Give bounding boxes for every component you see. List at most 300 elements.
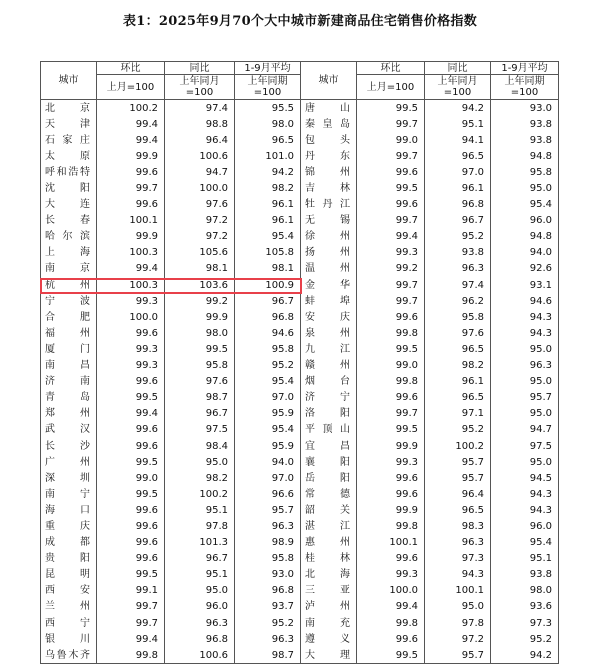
city-cell-2: 扬 州 xyxy=(301,245,357,261)
avg-cell-2: 98.0 xyxy=(491,583,559,599)
city-cell-2: 包 头 xyxy=(301,132,357,148)
city-cell: 南 京 xyxy=(41,261,97,277)
mom-cell: 99.6 xyxy=(97,197,165,213)
avg-cell: 95.4 xyxy=(235,422,301,438)
yoy-cell-2: 100.1 xyxy=(425,583,491,599)
avg-cell: 95.2 xyxy=(235,615,301,631)
table-row xyxy=(41,615,559,631)
avg-cell-2: 93.1 xyxy=(491,277,559,293)
avg-cell: 95.4 xyxy=(235,229,301,245)
avg-cell: 97.0 xyxy=(235,390,301,406)
table-row xyxy=(41,277,559,293)
yoy-cell-2: 96.5 xyxy=(425,341,491,357)
mom-cell-2: 99.8 xyxy=(357,518,425,534)
mom-cell-2: 99.8 xyxy=(357,615,425,631)
avg-cell-2: 94.8 xyxy=(491,148,559,164)
avg-cell: 101.0 xyxy=(235,148,301,164)
yoy-cell-2: 94.2 xyxy=(425,100,491,117)
yoy-cell: 105.6 xyxy=(165,245,235,261)
yoy-cell-2: 96.5 xyxy=(425,390,491,406)
mom-cell-2: 100.0 xyxy=(357,583,425,599)
city-cell-2: 北 海 xyxy=(301,567,357,583)
city-cell: 呼和浩特 xyxy=(41,164,97,180)
table-row xyxy=(41,390,559,406)
yoy-cell-2: 96.1 xyxy=(425,180,491,196)
yoy-cell-2: 97.1 xyxy=(425,406,491,422)
yoy-cell: 101.3 xyxy=(165,535,235,551)
city-cell-2: 温 州 xyxy=(301,261,357,277)
city-cell: 西 宁 xyxy=(41,615,97,631)
yoy-cell-2: 96.4 xyxy=(425,486,491,502)
avg-cell: 95.9 xyxy=(235,438,301,454)
table-row xyxy=(41,180,559,196)
mom-cell: 99.5 xyxy=(97,567,165,583)
avg-cell: 95.2 xyxy=(235,358,301,374)
header-yoy-sub-2-line2: =100 xyxy=(443,87,472,98)
mom-cell-2: 99.0 xyxy=(357,358,425,374)
mom-cell: 99.6 xyxy=(97,438,165,454)
mom-cell: 99.6 xyxy=(97,325,165,341)
mom-cell: 99.4 xyxy=(97,132,165,148)
header-yoy-sub-line2: =100 xyxy=(185,87,214,98)
table-row xyxy=(41,100,559,117)
header-city: 城市 xyxy=(41,62,97,100)
yoy-cell: 98.7 xyxy=(165,390,235,406)
avg-cell-2: 93.0 xyxy=(491,100,559,117)
city-cell-2: 秦皇岛 xyxy=(301,116,357,132)
yoy-cell: 98.8 xyxy=(165,116,235,132)
avg-cell-2: 96.3 xyxy=(491,358,559,374)
avg-cell: 98.0 xyxy=(235,116,301,132)
yoy-cell-2: 97.0 xyxy=(425,164,491,180)
avg-cell: 105.8 xyxy=(235,245,301,261)
avg-cell-2: 94.8 xyxy=(491,229,559,245)
yoy-cell: 98.1 xyxy=(165,261,235,277)
table-row xyxy=(41,213,559,229)
yoy-cell: 97.6 xyxy=(165,197,235,213)
city-cell: 西 安 xyxy=(41,583,97,599)
avg-cell: 95.7 xyxy=(235,502,301,518)
table-row xyxy=(41,454,559,470)
yoy-cell: 97.2 xyxy=(165,229,235,245)
table-row xyxy=(41,245,559,261)
yoy-cell-2: 96.8 xyxy=(425,197,491,213)
header-avg-sub-2 xyxy=(491,75,559,100)
city-cell-2: 遵 义 xyxy=(301,631,357,647)
mom-cell: 100.1 xyxy=(97,213,165,229)
header-avg-sub xyxy=(235,75,301,100)
table-row xyxy=(41,358,559,374)
table-row xyxy=(41,197,559,213)
yoy-cell-2: 98.2 xyxy=(425,358,491,374)
avg-cell: 98.1 xyxy=(235,261,301,277)
avg-cell: 96.7 xyxy=(235,293,301,309)
mom-cell: 99.5 xyxy=(97,390,165,406)
avg-cell: 93.7 xyxy=(235,599,301,615)
mom-cell-2: 99.4 xyxy=(357,599,425,615)
mom-cell-2: 99.7 xyxy=(357,116,425,132)
city-cell: 长 沙 xyxy=(41,438,97,454)
city-cell: 合 肥 xyxy=(41,309,97,325)
yoy-cell-2: 96.5 xyxy=(425,148,491,164)
yoy-cell: 97.5 xyxy=(165,422,235,438)
yoy-cell: 96.3 xyxy=(165,615,235,631)
yoy-cell: 98.2 xyxy=(165,470,235,486)
avg-cell-2: 96.0 xyxy=(491,213,559,229)
city-cell: 沈 阳 xyxy=(41,180,97,196)
mom-cell-2: 99.3 xyxy=(357,245,425,261)
yoy-cell: 97.8 xyxy=(165,518,235,534)
city-cell-2: 济 宁 xyxy=(301,390,357,406)
table-row xyxy=(41,647,559,664)
avg-cell: 96.1 xyxy=(235,213,301,229)
yoy-cell: 99.5 xyxy=(165,341,235,357)
yoy-cell: 95.8 xyxy=(165,358,235,374)
avg-cell-2: 95.0 xyxy=(491,180,559,196)
table-row xyxy=(41,551,559,567)
mom-cell-2: 99.7 xyxy=(357,213,425,229)
city-cell: 南 昌 xyxy=(41,358,97,374)
city-cell-2: 岳 阳 xyxy=(301,470,357,486)
mom-cell-2: 99.6 xyxy=(357,197,425,213)
city-cell-2: 桂 林 xyxy=(301,551,357,567)
avg-cell-2: 94.6 xyxy=(491,293,559,309)
avg-cell: 98.9 xyxy=(235,535,301,551)
city-cell: 乌鲁木齐 xyxy=(41,647,97,664)
city-cell: 上 海 xyxy=(41,245,97,261)
yoy-cell: 100.0 xyxy=(165,180,235,196)
table-row xyxy=(41,502,559,518)
header-avg-sub-2-line1: 上年同期 xyxy=(504,76,545,87)
table-row xyxy=(41,599,559,615)
mom-cell-2: 99.9 xyxy=(357,502,425,518)
avg-cell-2: 95.0 xyxy=(491,454,559,470)
avg-cell: 95.8 xyxy=(235,341,301,357)
mom-cell: 99.4 xyxy=(97,261,165,277)
mom-cell-2: 100.1 xyxy=(357,535,425,551)
yoy-cell: 96.8 xyxy=(165,631,235,647)
mom-cell-2: 99.0 xyxy=(357,132,425,148)
mom-cell: 100.3 xyxy=(97,245,165,261)
yoy-cell-2: 96.1 xyxy=(425,374,491,390)
table-row xyxy=(41,518,559,534)
mom-cell-2: 99.5 xyxy=(357,180,425,196)
mom-cell-2: 99.5 xyxy=(357,647,425,664)
city-cell-2: 常 德 xyxy=(301,486,357,502)
city-cell-2: 锦 州 xyxy=(301,164,357,180)
mom-cell: 100.0 xyxy=(97,309,165,325)
mom-cell: 99.7 xyxy=(97,180,165,196)
city-cell-2: 丹 东 xyxy=(301,148,357,164)
yoy-cell: 99.2 xyxy=(165,293,235,309)
avg-cell-2: 93.6 xyxy=(491,599,559,615)
city-cell: 石家庄 xyxy=(41,132,97,148)
avg-cell-2: 93.8 xyxy=(491,567,559,583)
avg-cell: 95.5 xyxy=(235,100,301,117)
mom-cell-2: 99.9 xyxy=(357,438,425,454)
mom-cell-2: 99.3 xyxy=(357,454,425,470)
mom-cell-2: 99.5 xyxy=(357,422,425,438)
city-cell-2: 襄 阳 xyxy=(301,454,357,470)
avg-cell-2: 94.3 xyxy=(491,325,559,341)
mom-cell: 99.3 xyxy=(97,341,165,357)
city-cell: 海 口 xyxy=(41,502,97,518)
mom-cell-2: 99.6 xyxy=(357,309,425,325)
avg-cell: 94.0 xyxy=(235,454,301,470)
mom-cell: 100.3 xyxy=(97,277,165,293)
table-row xyxy=(41,422,559,438)
city-cell: 成 都 xyxy=(41,535,97,551)
city-cell-2: 三 亚 xyxy=(301,583,357,599)
yoy-cell-2: 97.6 xyxy=(425,325,491,341)
mom-cell-2: 99.6 xyxy=(357,164,425,180)
table-row xyxy=(41,309,559,325)
yoy-cell-2: 96.7 xyxy=(425,213,491,229)
mom-cell-2: 99.6 xyxy=(357,631,425,647)
city-cell-2: 唐 山 xyxy=(301,100,357,117)
header-yoy-sub-line1: 上年同月 xyxy=(179,76,220,87)
yoy-cell: 95.1 xyxy=(165,567,235,583)
avg-cell-2: 96.0 xyxy=(491,518,559,534)
header-yoy: 同比 xyxy=(165,62,235,75)
city-cell: 兰 州 xyxy=(41,599,97,615)
table-row xyxy=(41,164,559,180)
yoy-cell-2: 97.3 xyxy=(425,551,491,567)
table-row xyxy=(41,583,559,599)
city-cell-2: 无 锡 xyxy=(301,213,357,229)
city-cell-2: 平顶山 xyxy=(301,422,357,438)
mom-cell-2: 99.6 xyxy=(357,486,425,502)
yoy-cell: 98.0 xyxy=(165,325,235,341)
table-row xyxy=(41,325,559,341)
city-cell: 宁 波 xyxy=(41,293,97,309)
yoy-cell-2: 94.1 xyxy=(425,132,491,148)
mom-cell: 99.5 xyxy=(97,486,165,502)
city-cell-2: 安 庆 xyxy=(301,309,357,325)
city-cell-2: 大 理 xyxy=(301,647,357,664)
yoy-cell-2: 95.7 xyxy=(425,470,491,486)
yoy-cell: 95.0 xyxy=(165,454,235,470)
mom-cell: 99.6 xyxy=(97,551,165,567)
yoy-cell-2: 96.5 xyxy=(425,502,491,518)
mom-cell: 99.6 xyxy=(97,535,165,551)
mom-cell-2: 99.5 xyxy=(357,341,425,357)
table-row xyxy=(41,374,559,390)
city-cell: 长 春 xyxy=(41,213,97,229)
table-row xyxy=(41,406,559,422)
mom-cell-2: 99.6 xyxy=(357,551,425,567)
city-cell: 太 原 xyxy=(41,148,97,164)
avg-cell: 95.8 xyxy=(235,551,301,567)
mom-cell: 100.2 xyxy=(97,100,165,117)
avg-cell-2: 95.0 xyxy=(491,341,559,357)
yoy-cell-2: 95.7 xyxy=(425,647,491,664)
avg-cell-2: 97.3 xyxy=(491,615,559,631)
yoy-cell: 96.7 xyxy=(165,406,235,422)
city-cell-2: 洛 阳 xyxy=(301,406,357,422)
yoy-cell-2: 97.4 xyxy=(425,277,491,293)
city-cell: 郑 州 xyxy=(41,406,97,422)
yoy-cell-2: 100.2 xyxy=(425,438,491,454)
city-cell-2: 吉 林 xyxy=(301,180,357,196)
avg-cell-2: 94.0 xyxy=(491,245,559,261)
avg-cell: 96.3 xyxy=(235,518,301,534)
avg-cell: 96.1 xyxy=(235,197,301,213)
mom-cell-2: 99.2 xyxy=(357,261,425,277)
avg-cell: 96.6 xyxy=(235,486,301,502)
table-row xyxy=(41,116,559,132)
table-row xyxy=(41,567,559,583)
mom-cell: 99.1 xyxy=(97,583,165,599)
yoy-cell: 100.6 xyxy=(165,647,235,664)
table-row xyxy=(41,132,559,148)
city-cell-2: 烟 台 xyxy=(301,374,357,390)
header-yoy-sub-2-line1: 上年同月 xyxy=(437,76,478,87)
city-cell: 银 川 xyxy=(41,631,97,647)
avg-cell-2: 94.3 xyxy=(491,486,559,502)
yoy-cell: 96.4 xyxy=(165,132,235,148)
city-cell-2: 韶 关 xyxy=(301,502,357,518)
avg-cell-2: 97.5 xyxy=(491,438,559,454)
city-cell: 深 圳 xyxy=(41,470,97,486)
city-cell: 南 宁 xyxy=(41,486,97,502)
avg-cell: 96.3 xyxy=(235,631,301,647)
city-cell: 天 津 xyxy=(41,116,97,132)
city-cell: 贵 阳 xyxy=(41,551,97,567)
avg-cell-2: 95.8 xyxy=(491,164,559,180)
avg-cell-2: 94.3 xyxy=(491,309,559,325)
city-cell-2: 牡丹江 xyxy=(301,197,357,213)
city-cell: 福 州 xyxy=(41,325,97,341)
yoy-cell: 96.0 xyxy=(165,599,235,615)
mom-cell-2: 99.4 xyxy=(357,229,425,245)
yoy-cell: 95.0 xyxy=(165,583,235,599)
yoy-cell-2: 95.8 xyxy=(425,309,491,325)
avg-cell-2: 95.4 xyxy=(491,535,559,551)
avg-cell-2: 95.0 xyxy=(491,406,559,422)
table-row xyxy=(41,470,559,486)
mom-cell: 99.6 xyxy=(97,164,165,180)
mom-cell-2: 99.6 xyxy=(357,470,425,486)
mom-cell-2: 99.7 xyxy=(357,148,425,164)
yoy-cell: 97.2 xyxy=(165,213,235,229)
yoy-cell: 97.6 xyxy=(165,374,235,390)
table-body xyxy=(41,100,559,664)
yoy-cell: 100.2 xyxy=(165,486,235,502)
city-cell-2: 蚌 埠 xyxy=(301,293,357,309)
avg-cell-2: 95.1 xyxy=(491,551,559,567)
mom-cell: 99.6 xyxy=(97,374,165,390)
avg-cell: 93.0 xyxy=(235,567,301,583)
city-cell-2: 惠 州 xyxy=(301,535,357,551)
mom-cell-2: 99.8 xyxy=(357,325,425,341)
city-cell-2: 宜 昌 xyxy=(301,438,357,454)
mom-cell: 99.6 xyxy=(97,422,165,438)
mom-cell: 99.9 xyxy=(97,148,165,164)
city-cell-2: 徐 州 xyxy=(301,229,357,245)
price-index-table xyxy=(40,61,559,664)
table-row xyxy=(41,535,559,551)
table-row xyxy=(41,438,559,454)
avg-cell: 97.0 xyxy=(235,470,301,486)
avg-cell-2: 95.4 xyxy=(491,197,559,213)
avg-cell-2: 93.8 xyxy=(491,116,559,132)
mom-cell-2: 99.7 xyxy=(357,277,425,293)
yoy-cell-2: 94.3 xyxy=(425,567,491,583)
city-cell: 哈尔滨 xyxy=(41,229,97,245)
header-yoy-sub-2 xyxy=(425,75,491,100)
mom-cell: 99.3 xyxy=(97,358,165,374)
yoy-cell: 99.9 xyxy=(165,309,235,325)
yoy-cell: 100.6 xyxy=(165,148,235,164)
header-avg-2: 1-9月平均 xyxy=(491,62,559,75)
yoy-cell-2: 95.7 xyxy=(425,454,491,470)
header-mom-sub: 上月=100 xyxy=(97,75,165,100)
avg-cell: 96.8 xyxy=(235,309,301,325)
city-cell-2: 湛 江 xyxy=(301,518,357,534)
city-cell: 杭 州 xyxy=(41,277,97,293)
avg-cell-2: 94.2 xyxy=(491,647,559,664)
avg-cell: 100.9 xyxy=(235,277,301,293)
city-cell: 北 京 xyxy=(41,100,97,117)
header-avg: 1-9月平均 xyxy=(235,62,301,75)
avg-cell: 95.4 xyxy=(235,374,301,390)
yoy-cell-2: 95.2 xyxy=(425,229,491,245)
avg-cell: 95.9 xyxy=(235,406,301,422)
city-cell: 厦 门 xyxy=(41,341,97,357)
table-row xyxy=(41,631,559,647)
table-row xyxy=(41,486,559,502)
mom-cell: 99.4 xyxy=(97,406,165,422)
yoy-cell-2: 95.0 xyxy=(425,599,491,615)
yoy-cell-2: 95.1 xyxy=(425,116,491,132)
city-cell: 重 庆 xyxy=(41,518,97,534)
avg-cell-2: 95.2 xyxy=(491,631,559,647)
city-cell-2: 泸 州 xyxy=(301,599,357,615)
mom-cell: 99.4 xyxy=(97,631,165,647)
mom-cell: 99.0 xyxy=(97,470,165,486)
avg-cell: 98.7 xyxy=(235,647,301,664)
table-row xyxy=(41,341,559,357)
header-mom: 环比 xyxy=(97,62,165,75)
avg-cell: 96.5 xyxy=(235,132,301,148)
avg-cell-2: 92.6 xyxy=(491,261,559,277)
yoy-cell: 98.4 xyxy=(165,438,235,454)
mom-cell-2: 99.3 xyxy=(357,567,425,583)
yoy-cell-2: 98.3 xyxy=(425,518,491,534)
avg-cell: 98.2 xyxy=(235,180,301,196)
mom-cell: 99.7 xyxy=(97,615,165,631)
table-row xyxy=(41,229,559,245)
yoy-cell-2: 96.3 xyxy=(425,535,491,551)
table-row xyxy=(41,148,559,164)
header-city-2: 城市 xyxy=(301,62,357,100)
avg-cell-2: 95.7 xyxy=(491,390,559,406)
mom-cell-2: 99.5 xyxy=(357,100,425,117)
city-cell-2: 赣 州 xyxy=(301,358,357,374)
avg-cell-2: 95.0 xyxy=(491,374,559,390)
avg-cell-2: 94.7 xyxy=(491,422,559,438)
table-row xyxy=(41,261,559,277)
mom-cell-2: 99.8 xyxy=(357,374,425,390)
mom-cell: 99.6 xyxy=(97,518,165,534)
yoy-cell: 96.7 xyxy=(165,551,235,567)
header-mom-2: 环比 xyxy=(357,62,425,75)
mom-cell-2: 99.7 xyxy=(357,293,425,309)
mom-cell: 99.6 xyxy=(97,502,165,518)
avg-cell-2: 93.8 xyxy=(491,132,559,148)
mom-cell: 99.8 xyxy=(97,647,165,664)
